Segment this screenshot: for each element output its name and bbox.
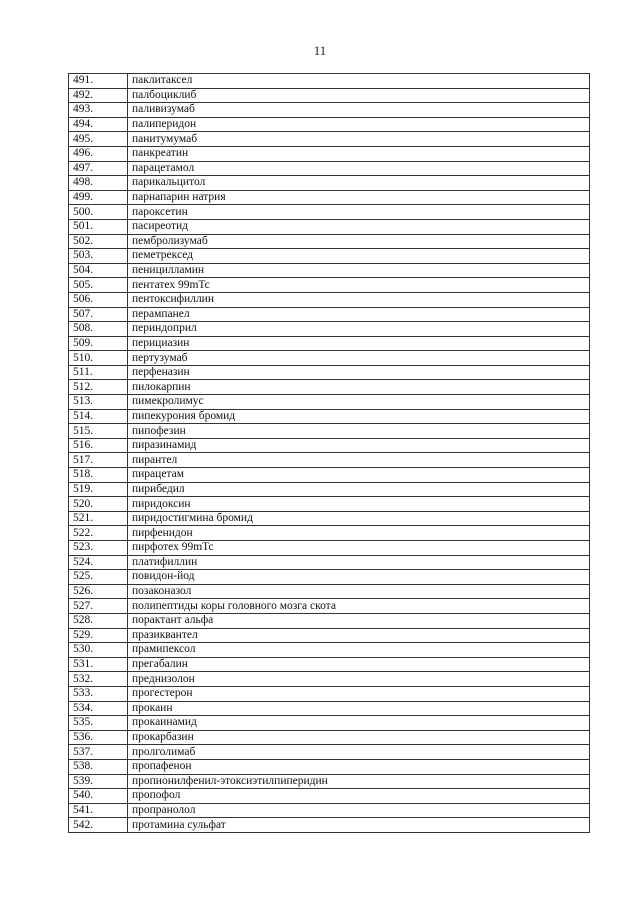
row-number: 507. — [69, 307, 128, 322]
drug-name: паливизумаб — [128, 103, 590, 118]
table-row — [69, 438, 590, 453]
drug-name: палиперидон — [128, 117, 590, 132]
row-number: 514. — [69, 409, 128, 424]
drug-name: панкреатин — [128, 146, 590, 161]
table-row — [69, 555, 590, 570]
table-row — [69, 628, 590, 643]
table-row — [69, 205, 590, 220]
drug-name: перициазин — [128, 336, 590, 351]
row-number: 498. — [69, 176, 128, 191]
drug-name: пропофол — [128, 789, 590, 804]
row-number: 533. — [69, 686, 128, 701]
row-number: 537. — [69, 745, 128, 760]
drug-name: пропионилфенил-этоксиэтилпиперидин — [128, 774, 590, 789]
row-number: 500. — [69, 205, 128, 220]
drug-name: преднизолон — [128, 672, 590, 687]
row-number: 527. — [69, 599, 128, 614]
page-number: 11 — [313, 43, 327, 58]
drug-name: панитумумаб — [128, 132, 590, 147]
drug-name: палбоциклиб — [128, 88, 590, 103]
row-number: 538. — [69, 759, 128, 774]
drug-name: парикальцитол — [128, 176, 590, 191]
drug-list-table — [68, 73, 590, 833]
row-number: 522. — [69, 526, 128, 541]
row-number: 495. — [69, 132, 128, 147]
row-number: 494. — [69, 117, 128, 132]
drug-name: периндоприл — [128, 322, 590, 337]
table-row — [69, 292, 590, 307]
drug-name: прокарбазин — [128, 730, 590, 745]
table-row — [69, 146, 590, 161]
drug-name: повидон-йод — [128, 570, 590, 585]
drug-name: пирфотех 99mTc — [128, 541, 590, 556]
row-number: 519. — [69, 482, 128, 497]
drug-name: перампанел — [128, 307, 590, 322]
row-number: 512. — [69, 380, 128, 395]
drug-name: празиквантел — [128, 628, 590, 643]
table-row — [69, 176, 590, 191]
row-number: 503. — [69, 249, 128, 264]
row-number: 523. — [69, 541, 128, 556]
drug-name: пиридостигмина бромид — [128, 511, 590, 526]
table-row — [69, 468, 590, 483]
table-row — [69, 453, 590, 468]
table-row — [69, 570, 590, 585]
row-number: 542. — [69, 818, 128, 833]
row-number: 499. — [69, 190, 128, 205]
drug-name: пентатех 99mTc — [128, 278, 590, 293]
drug-name: платифиллин — [128, 555, 590, 570]
row-number: 510. — [69, 351, 128, 366]
table-row — [69, 103, 590, 118]
drug-name: пирибедил — [128, 482, 590, 497]
row-number: 513. — [69, 395, 128, 410]
table-row — [69, 117, 590, 132]
drug-name: пасиреотид — [128, 219, 590, 234]
table-row — [69, 541, 590, 556]
table-row — [69, 686, 590, 701]
row-number: 541. — [69, 803, 128, 818]
drug-name: пирфенидон — [128, 526, 590, 541]
table-row — [69, 74, 590, 89]
drug-name: паклитаксел — [128, 74, 590, 89]
row-number: 528. — [69, 613, 128, 628]
table-row — [69, 745, 590, 760]
drug-name: пилокарпин — [128, 380, 590, 395]
drug-name: пимекролимус — [128, 395, 590, 410]
drug-name: пембролизумаб — [128, 234, 590, 249]
drug-name: прокаинамид — [128, 716, 590, 731]
drug-name: парацетамол — [128, 161, 590, 176]
drug-name: прамипексол — [128, 643, 590, 658]
row-number: 525. — [69, 570, 128, 585]
row-number: 534. — [69, 701, 128, 716]
drug-name: прокаин — [128, 701, 590, 716]
row-number: 536. — [69, 730, 128, 745]
table-row — [69, 716, 590, 731]
table-row — [69, 249, 590, 264]
drug-name: пропранолол — [128, 803, 590, 818]
table-row — [69, 88, 590, 103]
drug-name: перфеназин — [128, 365, 590, 380]
row-number: 532. — [69, 672, 128, 687]
row-number: 492. — [69, 88, 128, 103]
row-number: 506. — [69, 292, 128, 307]
row-number: 504. — [69, 263, 128, 278]
table-row — [69, 132, 590, 147]
row-number: 540. — [69, 789, 128, 804]
table-row — [69, 497, 590, 512]
table-row — [69, 424, 590, 439]
table-row — [69, 482, 590, 497]
drug-name: позаконазол — [128, 584, 590, 599]
row-number: 496. — [69, 146, 128, 161]
row-number: 515. — [69, 424, 128, 439]
row-number: 518. — [69, 468, 128, 483]
row-number: 517. — [69, 453, 128, 468]
table-row — [69, 701, 590, 716]
table-row — [69, 161, 590, 176]
row-number: 502. — [69, 234, 128, 249]
drug-name: протамина сульфат — [128, 818, 590, 833]
table-row — [69, 395, 590, 410]
table-row — [69, 351, 590, 366]
row-number: 516. — [69, 438, 128, 453]
table-row — [69, 190, 590, 205]
table-row — [69, 643, 590, 658]
drug-name: пропафенон — [128, 759, 590, 774]
table-row — [69, 219, 590, 234]
row-number: 530. — [69, 643, 128, 658]
row-number: 526. — [69, 584, 128, 599]
drug-name: пипофезин — [128, 424, 590, 439]
table-row — [69, 511, 590, 526]
drug-name: пеметрексед — [128, 249, 590, 264]
table-row — [69, 730, 590, 745]
table-row — [69, 278, 590, 293]
table-row — [69, 599, 590, 614]
table-row — [69, 672, 590, 687]
row-number: 508. — [69, 322, 128, 337]
table-row — [69, 818, 590, 833]
table-row — [69, 234, 590, 249]
table-row — [69, 657, 590, 672]
table-body — [69, 74, 590, 833]
row-number: 497. — [69, 161, 128, 176]
drug-name: пирацетам — [128, 468, 590, 483]
table-row — [69, 336, 590, 351]
drug-name: пертузумаб — [128, 351, 590, 366]
row-number: 493. — [69, 103, 128, 118]
table-row — [69, 613, 590, 628]
drug-name: пипекурония бромид — [128, 409, 590, 424]
row-number: 521. — [69, 511, 128, 526]
table-row — [69, 263, 590, 278]
table-row — [69, 322, 590, 337]
table-row — [69, 803, 590, 818]
drug-name: пиридоксин — [128, 497, 590, 512]
table-row — [69, 584, 590, 599]
table-row — [69, 759, 590, 774]
drug-name: прегабалин — [128, 657, 590, 672]
table-row — [69, 789, 590, 804]
drug-name: порактант альфа — [128, 613, 590, 628]
row-number: 520. — [69, 497, 128, 512]
row-number: 509. — [69, 336, 128, 351]
table-row — [69, 365, 590, 380]
drug-name: полипептиды коры головного мозга скота — [128, 599, 590, 614]
drug-name: пирантел — [128, 453, 590, 468]
table-row — [69, 409, 590, 424]
drug-name: пролголимаб — [128, 745, 590, 760]
row-number: 491. — [69, 74, 128, 89]
drug-name: пеницилламин — [128, 263, 590, 278]
row-number: 539. — [69, 774, 128, 789]
row-number: 511. — [69, 365, 128, 380]
table-row — [69, 774, 590, 789]
row-number: 529. — [69, 628, 128, 643]
row-number: 524. — [69, 555, 128, 570]
row-number: 535. — [69, 716, 128, 731]
drug-name: парнапарин натрия — [128, 190, 590, 205]
drug-name: пароксетин — [128, 205, 590, 220]
drug-name: прогестерон — [128, 686, 590, 701]
row-number: 501. — [69, 219, 128, 234]
table-row — [69, 307, 590, 322]
table-row — [69, 380, 590, 395]
row-number: 531. — [69, 657, 128, 672]
drug-name: пиразинамид — [128, 438, 590, 453]
row-number: 505. — [69, 278, 128, 293]
table-row — [69, 526, 590, 541]
drug-name: пентоксифиллин — [128, 292, 590, 307]
